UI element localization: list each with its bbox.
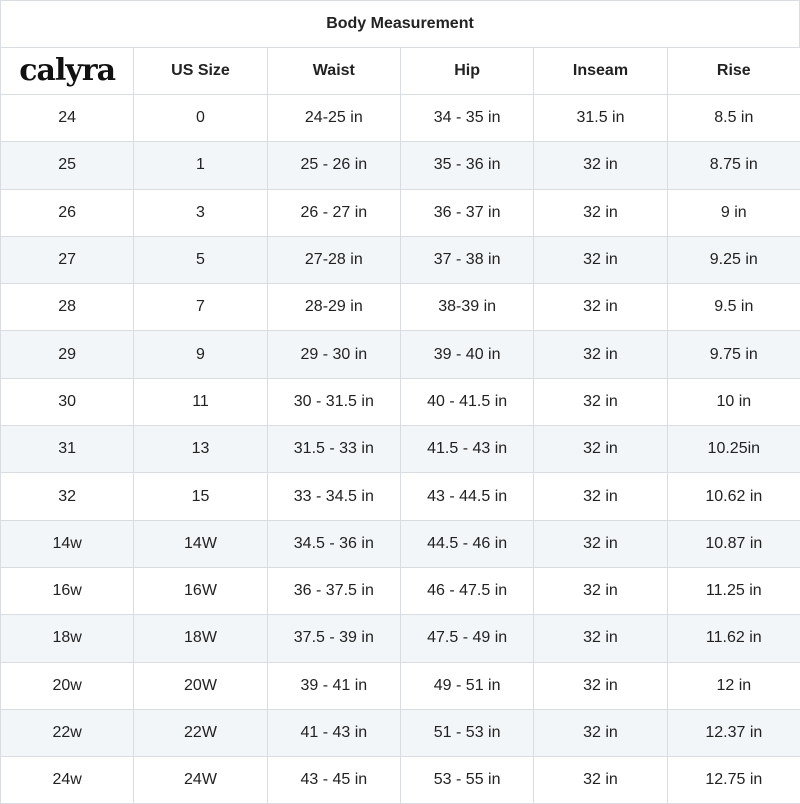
inseam-cell: 32 in <box>534 757 667 804</box>
waist-cell: 29 - 30 in <box>267 331 400 378</box>
waist-cell: 24-25 in <box>267 95 400 142</box>
hip-cell: 51 - 53 in <box>400 709 533 756</box>
chart-title: Body Measurement <box>0 0 800 47</box>
column-header-hip: Hip <box>400 48 533 95</box>
us-size-cell: 16W <box>134 567 267 614</box>
rise-cell: 10.87 in <box>667 520 800 567</box>
inseam-cell: 32 in <box>534 426 667 473</box>
us-size-cell: 1 <box>134 142 267 189</box>
table-row <box>1 662 800 709</box>
rise-cell: 12.75 in <box>667 757 800 804</box>
size-cell: 25 <box>1 142 134 189</box>
inseam-cell: 32 in <box>534 615 667 662</box>
us-size-cell: 9 <box>134 331 267 378</box>
table-row <box>1 520 800 567</box>
us-size-cell: 20W <box>134 662 267 709</box>
size-cell: 29 <box>1 331 134 378</box>
inseam-cell: 32 in <box>534 236 667 283</box>
table-body <box>1 95 800 804</box>
hip-cell: 36 - 37 in <box>400 189 533 236</box>
waist-cell: 30 - 31.5 in <box>267 378 400 425</box>
inseam-cell: 32 in <box>534 520 667 567</box>
hip-cell: 35 - 36 in <box>400 142 533 189</box>
waist-cell: 37.5 - 39 in <box>267 615 400 662</box>
hip-cell: 38-39 in <box>400 284 533 331</box>
waist-cell: 34.5 - 36 in <box>267 520 400 567</box>
table-row <box>1 142 800 189</box>
rise-cell: 9 in <box>667 189 800 236</box>
table-row <box>1 567 800 614</box>
rise-cell: 10.62 in <box>667 473 800 520</box>
size-cell: 22w <box>1 709 134 756</box>
inseam-cell: 32 in <box>534 662 667 709</box>
table-row <box>1 95 800 142</box>
table-row <box>1 473 800 520</box>
rise-cell: 11.62 in <box>667 615 800 662</box>
us-size-cell: 18W <box>134 615 267 662</box>
size-cell: 27 <box>1 236 134 283</box>
table-row <box>1 331 800 378</box>
rise-cell: 9.25 in <box>667 236 800 283</box>
rise-cell: 9.75 in <box>667 331 800 378</box>
us-size-cell: 14W <box>134 520 267 567</box>
hip-cell: 47.5 - 49 in <box>400 615 533 662</box>
waist-cell: 28-29 in <box>267 284 400 331</box>
inseam-cell: 32 in <box>534 331 667 378</box>
us-size-cell: 11 <box>134 378 267 425</box>
rise-cell: 10.25in <box>667 426 800 473</box>
size-cell: 16w <box>1 567 134 614</box>
hip-cell: 40 - 41.5 in <box>400 378 533 425</box>
size-cell: 24w <box>1 757 134 804</box>
inseam-cell: 32 in <box>534 378 667 425</box>
table-row <box>1 615 800 662</box>
inseam-cell: 32 in <box>534 189 667 236</box>
rise-cell: 12.37 in <box>667 709 800 756</box>
inseam-cell: 32 in <box>534 284 667 331</box>
hip-cell: 49 - 51 in <box>400 662 533 709</box>
us-size-cell: 5 <box>134 236 267 283</box>
inseam-cell: 31.5 in <box>534 95 667 142</box>
us-size-cell: 15 <box>134 473 267 520</box>
us-size-cell: 22W <box>134 709 267 756</box>
size-cell: 31 <box>1 426 134 473</box>
size-cell: 14w <box>1 520 134 567</box>
brand-logo: calyra <box>19 53 115 88</box>
waist-cell: 41 - 43 in <box>267 709 400 756</box>
table-row <box>1 378 800 425</box>
table-row <box>1 236 800 283</box>
waist-cell: 26 - 27 in <box>267 189 400 236</box>
size-cell: 18w <box>1 615 134 662</box>
measurement-table <box>0 47 800 804</box>
inseam-cell: 32 in <box>534 567 667 614</box>
waist-cell: 36 - 37.5 in <box>267 567 400 614</box>
rise-cell: 12 in <box>667 662 800 709</box>
size-cell: 24 <box>1 95 134 142</box>
rise-cell: 8.75 in <box>667 142 800 189</box>
hip-cell: 43 - 44.5 in <box>400 473 533 520</box>
hip-cell: 39 - 40 in <box>400 331 533 378</box>
us-size-cell: 3 <box>134 189 267 236</box>
waist-cell: 43 - 45 in <box>267 757 400 804</box>
size-cell: 32 <box>1 473 134 520</box>
size-cell: 30 <box>1 378 134 425</box>
hip-cell: 37 - 38 in <box>400 236 533 283</box>
waist-cell: 27-28 in <box>267 236 400 283</box>
rise-cell: 11.25 in <box>667 567 800 614</box>
brand-logo-cell <box>1 48 134 95</box>
size-cell: 28 <box>1 284 134 331</box>
table-row <box>1 757 800 804</box>
column-header-inseam: Inseam <box>534 48 667 95</box>
column-header-rise: Rise <box>667 48 800 95</box>
hip-cell: 44.5 - 46 in <box>400 520 533 567</box>
table-row <box>1 709 800 756</box>
waist-cell: 33 - 34.5 in <box>267 473 400 520</box>
hip-cell: 53 - 55 in <box>400 757 533 804</box>
hip-cell: 34 - 35 in <box>400 95 533 142</box>
inseam-cell: 32 in <box>534 709 667 756</box>
us-size-cell: 7 <box>134 284 267 331</box>
waist-cell: 25 - 26 in <box>267 142 400 189</box>
rise-cell: 10 in <box>667 378 800 425</box>
rise-cell: 9.5 in <box>667 284 800 331</box>
header-row <box>1 48 800 95</box>
us-size-cell: 24W <box>134 757 267 804</box>
rise-cell: 8.5 in <box>667 95 800 142</box>
hip-cell: 41.5 - 43 in <box>400 426 533 473</box>
table-row <box>1 284 800 331</box>
table-header <box>1 48 800 95</box>
hip-cell: 46 - 47.5 in <box>400 567 533 614</box>
us-size-cell: 0 <box>134 95 267 142</box>
column-header-us-size: US Size <box>134 48 267 95</box>
size-cell: 20w <box>1 662 134 709</box>
waist-cell: 39 - 41 in <box>267 662 400 709</box>
size-cell: 26 <box>1 189 134 236</box>
table-row <box>1 189 800 236</box>
inseam-cell: 32 in <box>534 142 667 189</box>
waist-cell: 31.5 - 33 in <box>267 426 400 473</box>
table-row <box>1 426 800 473</box>
inseam-cell: 32 in <box>534 473 667 520</box>
us-size-cell: 13 <box>134 426 267 473</box>
column-header-waist: Waist <box>267 48 400 95</box>
